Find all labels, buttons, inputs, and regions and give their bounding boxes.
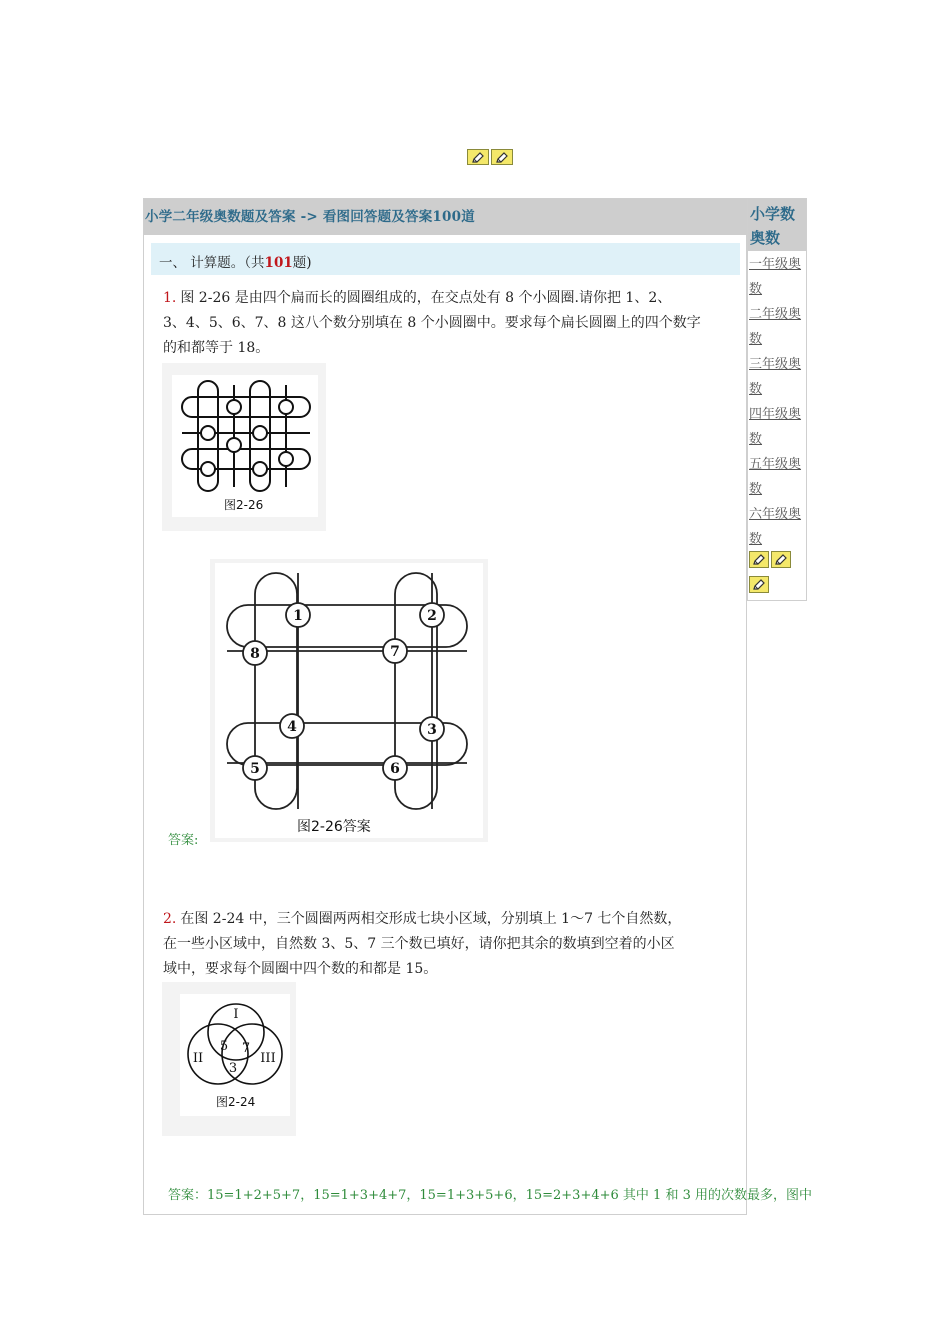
section-prefix: 一、 计算题。（共 (159, 255, 265, 271)
sidebar-link-grade-2[interactable]: 二年级奥数 (749, 307, 802, 347)
region-label-ii: II (192, 1051, 204, 1066)
region-label-i: I (233, 1007, 239, 1022)
sidebar-link-grade-6[interactable]: 六年级奥数 (749, 507, 802, 547)
answer-figure-2-26 (210, 559, 488, 842)
sidebar-link-grade-3[interactable]: 三年级奥数 (749, 357, 802, 397)
region-value-7: 7 (241, 1041, 251, 1056)
figure-2-26-drawing (172, 375, 318, 517)
question-1-line-2: 3、4、5、6、7、8 这八个数分别填在 8 个小圆圈中。要求每个扁长圆圈上的四个数字 (163, 315, 701, 331)
sidebar-link-grade-5[interactable]: 五年级奥数 (749, 457, 802, 497)
region-value-3: 3 (228, 1061, 238, 1076)
answer-figure-caption: 图2-26答案 (297, 819, 371, 835)
figure-2-26 (162, 363, 326, 531)
figure-2-26-caption: 图2-26 (224, 498, 264, 512)
answer-num-2: 2 (427, 608, 437, 624)
breadcrumb-bar (144, 199, 748, 235)
region-value-5: 5 (219, 1039, 229, 1054)
answer-num-7: 7 (390, 644, 400, 660)
question-2-line-3: 域中，要求每个圆圈中四个数的和都是 15。 (163, 961, 438, 977)
question-1-line-1: 图 2-26 是由四个扁而长的圆圈组成的，在交点处有 8 个小圆圈.请你把 1、2、 (180, 290, 672, 306)
edit-pencil-icon[interactable] (467, 149, 489, 165)
sidebar-title: 小学数奥数 (750, 205, 796, 247)
figure-2-24-caption: 图2-24 (216, 1095, 256, 1109)
sidebar-icon-group (749, 551, 805, 601)
edit-pencil-icon-2[interactable] (491, 149, 513, 165)
sidebar-link-grade-4[interactable]: 四年级奥数 (749, 407, 802, 447)
answer-num-3: 3 (427, 722, 437, 738)
section-title (159, 251, 312, 271)
question-count: 101 (264, 255, 293, 271)
question-1-line-3: 的和都等于 18。 (163, 340, 270, 356)
question-1-answer-label: 答案: (168, 833, 199, 848)
question-1-text (163, 286, 701, 361)
sidebar-pencil-icon-3[interactable] (749, 576, 769, 593)
answer-figure-2-26-drawing (215, 563, 483, 838)
question-2-answer: 答案：15=1+2+5+7，15=1+3+4+7，15=1+3+5+6，15=2+3+4+6 其中 1 和 3 用的次数最多，图中 (168, 1188, 812, 1203)
section-title-bar (151, 243, 740, 275)
section-suffix: 题) (292, 255, 312, 271)
top-icon-group (467, 149, 513, 165)
answer-num-5: 5 (250, 761, 260, 777)
breadcrumb[interactable]: 小学二年级奥数题及答案 -> 看图回答题及答案100道 (145, 209, 475, 225)
figure-2-24-drawing (180, 994, 290, 1116)
sidebar-header (748, 199, 806, 251)
question-2-number: 2. (163, 911, 177, 927)
question-2-line-2: 在一些小区域中，自然数 3、5、7 三个数已填好，请你把其余的数填到空着的小区 (163, 936, 675, 952)
question-1-number: 1. (163, 290, 177, 306)
answer-num-4: 4 (287, 719, 297, 735)
sidebar-pencil-icon-2[interactable] (771, 551, 791, 568)
sidebar-panel (747, 198, 807, 601)
region-label-iii: III (260, 1051, 276, 1066)
answer-num-6: 6 (390, 761, 400, 777)
question-2-line-1: 在图 2-24 中，三个圆圈两两相交形成七块小区域，分别填上 1～7 七个自然数， (180, 911, 682, 927)
answer-num-8: 8 (250, 646, 260, 662)
figure-2-24 (162, 982, 296, 1136)
sidebar-link-grade-1[interactable]: 一年级奥数 (749, 257, 802, 297)
sidebar-pencil-icon-1[interactable] (749, 551, 769, 568)
question-2-text (163, 907, 681, 982)
answer-num-1: 1 (293, 608, 303, 624)
